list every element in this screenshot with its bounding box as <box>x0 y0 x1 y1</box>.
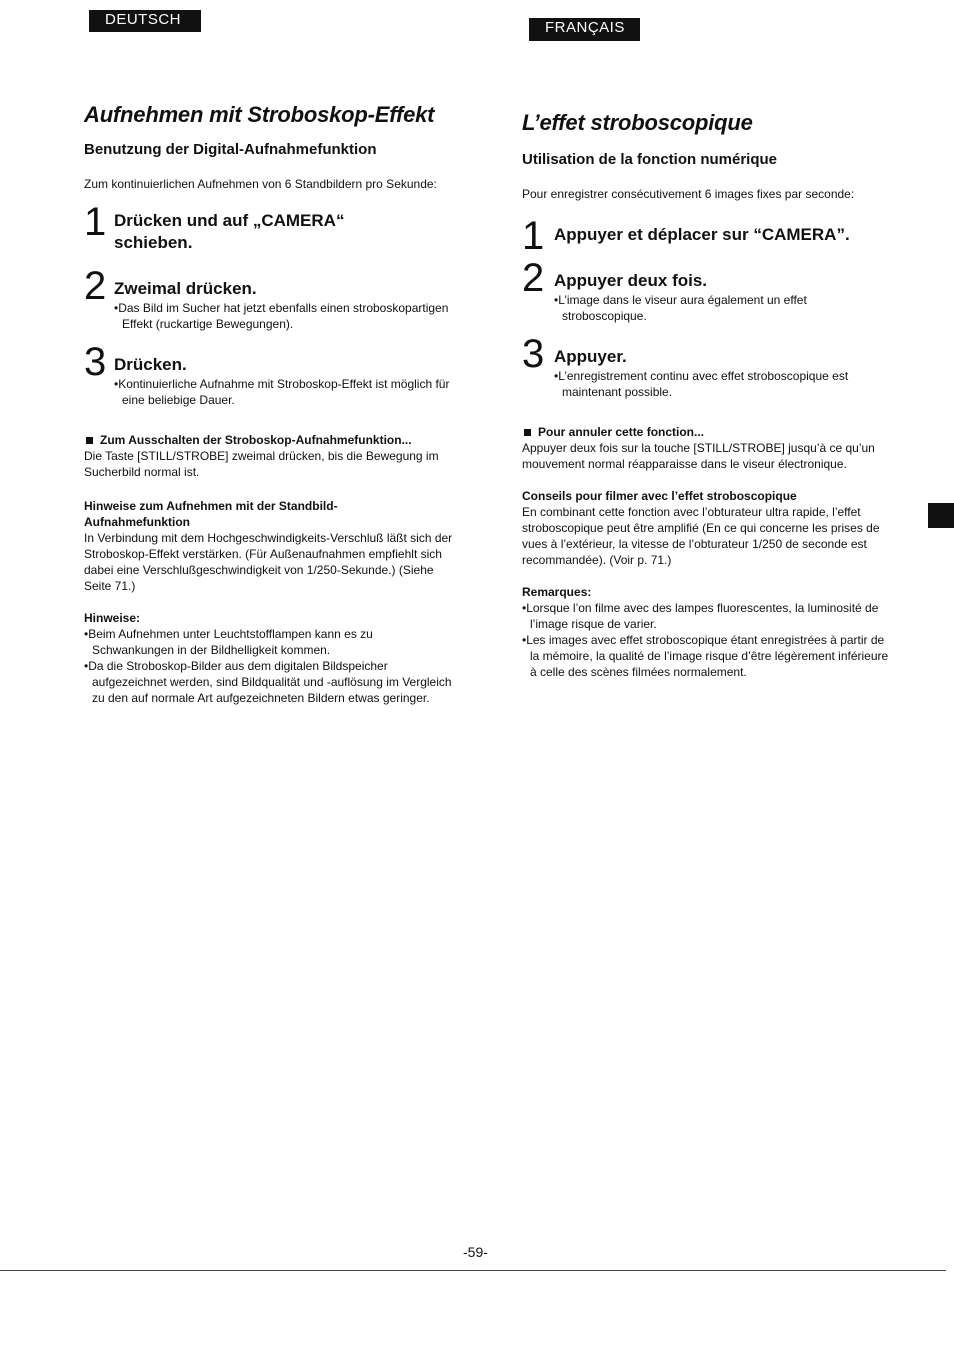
page-title-de: Aufnehmen mit Stroboskop-Effekt <box>84 102 435 127</box>
step-title: Appuyer. <box>554 347 627 366</box>
tips-section-de <box>84 498 464 594</box>
french-column <box>522 108 897 680</box>
notes-section-fr <box>522 584 897 680</box>
language-tab-deutsch: DEUTSCH <box>89 10 201 32</box>
note-item: •Les images avec effet stroboscopique étant enregistrées à partir de la mémoire, la qualité de l’image risque d’être légèrement inférieure à celle des scènes filmées normalement. <box>522 633 889 679</box>
step-title: Zweimal drücken. <box>114 279 257 298</box>
step-3-de <box>84 340 464 408</box>
step-number: 3 <box>522 332 545 376</box>
square-bullet-icon <box>524 429 531 436</box>
step-1-fr <box>522 214 897 258</box>
step-3-fr <box>522 332 897 400</box>
note-item: •Beim Aufnehmen unter Leuchtstofflampen kann es zu Schwankungen in der Bildhelligkeit kommen. <box>84 627 373 657</box>
tips-heading-de-cont: Aufnahmefunktion <box>84 515 190 529</box>
german-column <box>84 100 464 706</box>
section-edge-marker <box>928 503 954 528</box>
page-number: -59- <box>463 1244 488 1260</box>
subtitle-de: Benutzung der Digital-Aufnahmefunktion <box>84 141 377 158</box>
intro-fr: Pour enregistrer consécutivement 6 images fixes par seconde: <box>522 187 855 201</box>
step-title: Appuyer et déplacer sur “CAMERA”. <box>554 225 850 244</box>
tips-heading-fr: Conseils pour filmer avec l’effet stroboscopique <box>522 489 797 503</box>
step-number: 1 <box>522 214 545 258</box>
step-2-de <box>84 264 464 332</box>
step-2-fr <box>522 256 897 324</box>
subtitle-fr: Utilisation de la fonction numérique <box>522 151 778 168</box>
step-bullet: •L’image dans le viseur aura également un effet stroboscopique. <box>554 293 807 323</box>
step-title: Drücken und auf „CAMERA“ <box>114 211 345 230</box>
intro-de: Zum kontinuierlichen Aufnehmen von 6 Standbildern pro Sekunde: <box>84 177 437 191</box>
step-number: 2 <box>84 264 107 308</box>
step-bullet: •L’enregistrement continu avec effet stroboscopique est maintenant possible. <box>554 369 849 399</box>
footer-divider <box>0 1270 946 1271</box>
off-section-de <box>84 432 464 480</box>
tips-heading-de: Hinweise zum Aufnehmen mit der Standbild- <box>84 499 338 513</box>
step-number: 3 <box>84 340 107 384</box>
step-number: 1 <box>84 200 107 244</box>
off-heading-de: Zum Ausschalten der Stroboskop-Aufnahmefunktion... <box>84 432 464 448</box>
step-title: Drücken. <box>114 355 187 374</box>
tips-text-de: In Verbindung mit dem Hochgeschwindigkeits-Verschluß läßt sich der Stroboskop-Effekt verstärken. (Für Außenaufnahmen empfiehlt sich dabei eine Verschlußgeschwindigkeit von 1/250-Sekunde.) (Siehe Seite 71.) <box>84 531 453 593</box>
step-1-de <box>84 200 464 254</box>
off-section-fr <box>522 424 897 472</box>
notes-section-de <box>84 610 464 706</box>
notes-heading-fr: Remarques: <box>522 585 592 599</box>
step-title-cont: schieben. <box>114 233 193 252</box>
square-bullet-icon <box>86 437 93 444</box>
off-text-fr: Appuyer deux fois sur la touche [STILL/STROBE] jusqu’à ce qu’un mouvement normal réapparaisse dans le viseur électronique. <box>522 441 875 471</box>
step-bullet: •Kontinuierliche Aufnahme mit Stroboskop-Effekt ist möglich für eine beliebige Dauer. <box>114 377 450 407</box>
step-bullet: •Das Bild im Sucher hat jetzt ebenfalls einen stroboskopartigen Effekt (ruckartige Bewegungen). <box>114 301 449 331</box>
step-number: 2 <box>522 256 545 300</box>
step-title: Appuyer deux fois. <box>554 271 708 290</box>
tips-text-fr: En combinant cette fonction avec l’obturateur ultra rapide, l’effet stroboscopique peut être amplifié (En ce qui concerne les prises de vues à l’extérieur, la vitesse de l’obturateur 1/250 de seconde est recommandée). (Voir p. 71.) <box>522 505 880 567</box>
language-tab-francais: FRANÇAIS <box>529 18 640 41</box>
tips-section-fr <box>522 488 897 568</box>
note-item: •Da die Stroboskop-Bilder aus dem digitalen Bildspeicher aufgezeichnet werden, sind Bildqualität und -auflösung im Vergleich zu den auf normale Art aufgezeichneten Bildern etwas geringer. <box>84 659 452 705</box>
note-item: •Lorsque l’on filme avec des lampes fluorescentes, la luminosité de l’image risque de varier. <box>522 601 879 631</box>
notes-heading-de: Hinweise: <box>84 611 141 625</box>
page-title-fr: L’effet stroboscopique <box>522 110 753 135</box>
off-heading-fr: Pour annuler cette fonction... <box>522 424 897 440</box>
off-text-de: Die Taste [STILL/STROBE] zweimal drücken, bis die Bewegung im Sucherbild normal ist. <box>84 449 439 479</box>
